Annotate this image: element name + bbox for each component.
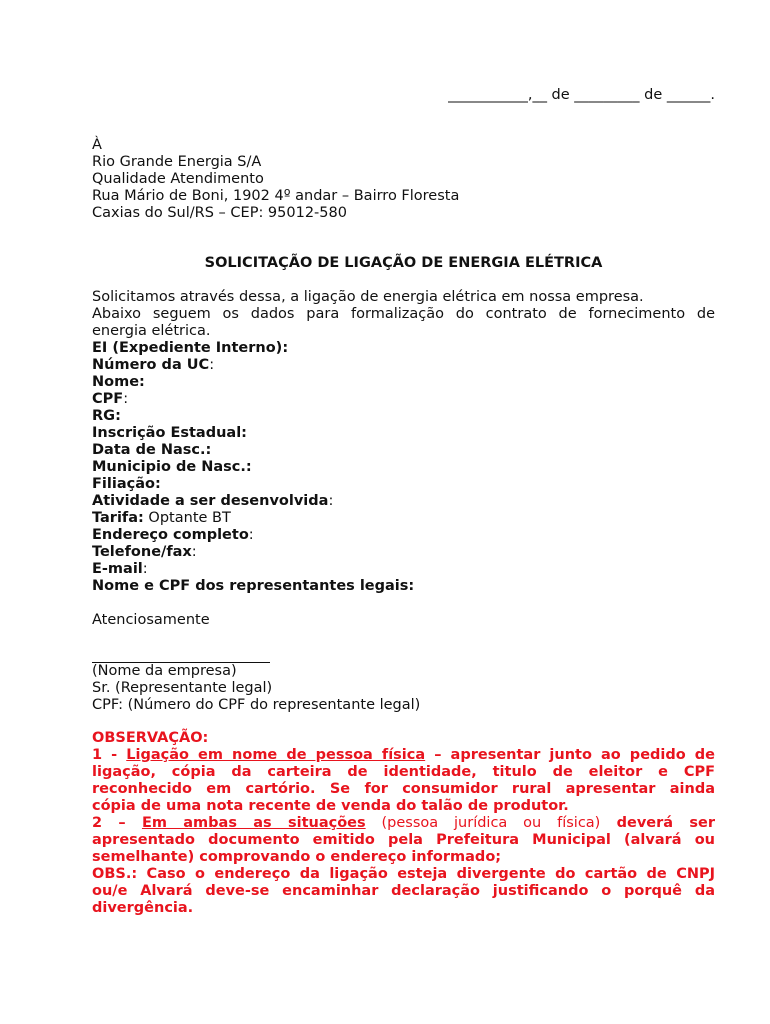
field-label: Municipio de Nasc.: bbox=[92, 459, 252, 475]
closing-salutation: Atenciosamente bbox=[92, 612, 210, 628]
observation-item-1-line bbox=[92, 747, 715, 764]
field-label: CPF bbox=[92, 391, 124, 407]
field-email bbox=[92, 561, 414, 578]
field-telefone bbox=[92, 544, 414, 561]
field-label: Nome: bbox=[92, 374, 145, 390]
field-rg bbox=[92, 408, 414, 425]
observation-item-2-line: semelhante) comprovando o endereço informado; bbox=[92, 849, 502, 865]
field-suffix: : bbox=[123, 391, 129, 407]
field-data-nasc bbox=[92, 442, 414, 459]
field-label: Telefone/fax bbox=[92, 544, 192, 560]
observation-obs-line: OBS.: Caso o endereço da ligação esteja divergente do cartão de CNPJ bbox=[92, 866, 715, 882]
observation-heading: OBSERVAÇÃO: bbox=[92, 730, 209, 746]
field-label: Data de Nasc.: bbox=[92, 442, 212, 458]
signature-cpf: CPF: (Número do CPF do representante legal) bbox=[92, 697, 421, 713]
intro-line: Abaixo seguem os dados para formalização do contrato de fornecimento de bbox=[92, 306, 715, 322]
field-tarifa bbox=[92, 510, 414, 527]
field-cpf bbox=[92, 391, 414, 408]
observation-block bbox=[92, 730, 715, 917]
recipient-city: Caxias do Sul/RS – CEP: 95012-580 bbox=[92, 205, 347, 221]
field-atividade bbox=[92, 493, 414, 510]
observation-item-2-line: apresentado documento emitido pela Prefeitura Municipal (alvará ou bbox=[92, 832, 715, 848]
intro-paragraph bbox=[92, 289, 715, 340]
recipient-prefix: À bbox=[92, 137, 102, 153]
observation-item-2-line bbox=[92, 815, 715, 832]
field-suffix: : bbox=[248, 527, 254, 543]
observation-obs-line: divergência. bbox=[92, 900, 194, 916]
field-inscricao-estadual bbox=[92, 425, 414, 442]
item-1-underlined: Ligação em nome de pessoa física bbox=[126, 747, 426, 763]
item-2-underlined: Em ambas as situações bbox=[141, 815, 366, 831]
intro-line: energia elétrica. bbox=[92, 323, 211, 339]
item-number: 1 - bbox=[92, 747, 127, 763]
form-fields bbox=[92, 340, 414, 595]
field-label: Nome e CPF dos representantes legais: bbox=[92, 578, 415, 594]
date-line: ___________,__ de _________ de ______. bbox=[448, 87, 715, 103]
signature-company: (Nome da empresa) bbox=[92, 663, 237, 679]
field-label: E-mail bbox=[92, 561, 143, 577]
field-label: Endereço completo bbox=[92, 527, 249, 543]
item-number: 2 – bbox=[92, 815, 142, 831]
recipient-street: Rua Mário de Boni, 1902 4º andar – Bairro Floresta bbox=[92, 188, 460, 204]
recipient-company: Rio Grande Energia S/A bbox=[92, 154, 262, 170]
field-numero-uc bbox=[92, 357, 414, 374]
field-label: Filiação: bbox=[92, 476, 161, 492]
field-nome bbox=[92, 374, 414, 391]
intro-line: Solicitamos através dessa, a ligação de energia elétrica em nossa empresa. bbox=[92, 289, 644, 305]
signature-representative: Sr. (Representante legal) bbox=[92, 680, 273, 696]
field-suffix: : bbox=[191, 544, 197, 560]
field-label: Inscrição Estadual: bbox=[92, 425, 247, 441]
observation-item-1-line: ligação, cópia da carteira de identidade, titulo de eleitor e CPF bbox=[92, 764, 715, 780]
field-label: Atividade a ser desenvolvida bbox=[92, 493, 329, 509]
field-value: Optante BT bbox=[143, 510, 231, 526]
field-suffix: : bbox=[328, 493, 334, 509]
observation-item-1-line: cópia de uma nota recente de venda do talão de produtor. bbox=[92, 798, 569, 814]
field-suffix: : bbox=[209, 357, 215, 373]
field-label: RG: bbox=[92, 408, 121, 424]
field-label: EI (Expediente Interno): bbox=[92, 340, 289, 356]
field-municipio-nasc bbox=[92, 459, 414, 476]
item-2-rest: deverá ser bbox=[600, 815, 715, 831]
field-ei bbox=[92, 340, 414, 357]
recipient-block bbox=[92, 137, 459, 222]
field-label: Tarifa: bbox=[92, 510, 144, 526]
observation-item-1-line: reconhecido em cartório. Se for consumidor rural apresentar ainda bbox=[92, 781, 715, 797]
field-suffix: : bbox=[142, 561, 148, 577]
recipient-department: Qualidade Atendimento bbox=[92, 171, 264, 187]
observation-obs-line: ou/e Alvará deve-se encaminhar declaração justificando o porquê da bbox=[92, 883, 715, 899]
item-2-normal: (pessoa jurídica ou física) bbox=[365, 815, 601, 831]
field-representantes bbox=[92, 578, 414, 595]
signature-block bbox=[92, 646, 420, 714]
field-filiacao bbox=[92, 476, 414, 493]
field-label: Número da UC bbox=[92, 357, 210, 373]
document-title: SOLICITAÇÃO DE LIGAÇÃO DE ENERGIA ELÉTRICA bbox=[204, 255, 603, 271]
item-1-rest: – apresentar junto ao pedido de bbox=[425, 747, 715, 763]
field-endereco bbox=[92, 527, 414, 544]
signature-line bbox=[92, 646, 270, 663]
